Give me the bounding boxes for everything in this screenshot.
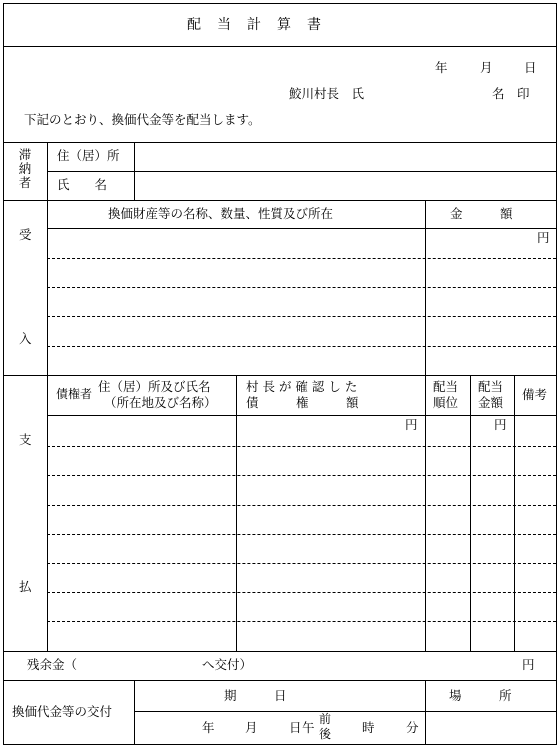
intro-text: 下記のとおり、換価代金等を配当します。 [24,112,261,127]
dividend-amount-header-line2: 金額 [478,395,504,410]
dividend-yen: 円 [494,417,507,432]
delivery-am: 午 [302,720,315,735]
issuer-name: 鮫川村長 氏 [289,86,365,101]
receipt-side-top: 受 [19,227,32,242]
date-year: 年 [435,60,448,75]
creditor-header-line2: （所在地及び名称） [104,395,217,410]
claim-yen: 円 [405,417,418,432]
delivery-year: 年 [202,720,215,735]
receipt-yen: 円 [537,230,550,245]
delivery-date-header: 期 日 [224,688,287,703]
delivery-hour: 時 [362,720,375,735]
delivery-place-header: 場 所 [449,688,512,703]
delinquent-address-label: 住（居）所 [57,148,120,163]
receipt-side-bottom: 入 [19,331,32,346]
surplus-deliver: へ交付） [202,657,253,672]
delivery-after: 後 [319,727,332,741]
confirmed-claim-header-line2: 債 権 額 [246,395,359,410]
date-month: 月 [480,60,493,75]
date-day: 日 [524,60,537,75]
payment-side-top: 支 [19,432,32,447]
dividend-amount-header-line1: 配当 [478,379,504,394]
dividend-order-header-line1: 配当 [433,379,459,394]
surplus-label: 残余金（ [27,657,78,672]
delivery-month: 月 [245,720,258,735]
delinquent-name-label: 氏 名 [57,177,108,192]
creditor-label: 債権者 [56,387,93,401]
delivery-before: 前 [319,712,332,726]
delivery-label: 換価代金等の交付 [12,704,113,719]
payment-side-bottom: 払 [19,579,32,594]
creditor-header-line1: 住（居）所及び氏名 [98,379,211,394]
delivery-day: 日 [289,720,302,735]
remarks-header: 備考 [522,387,548,402]
issuer-seal: 名 印 [492,86,530,101]
dividend-order-header-line2: 順位 [433,395,459,410]
confirmed-claim-header-line1: 村 長 が 確 認 し た [246,379,358,394]
delinquent-label: 滞 納 者 [18,147,32,190]
property-header: 換価財産等の名称、数量、性質及び所在 [108,206,334,221]
surplus-yen: 円 [522,657,535,672]
delivery-minute: 分 [406,720,419,735]
amount-header: 金 額 [450,206,513,221]
form-title: 配 当 計 算 書 [187,17,322,33]
